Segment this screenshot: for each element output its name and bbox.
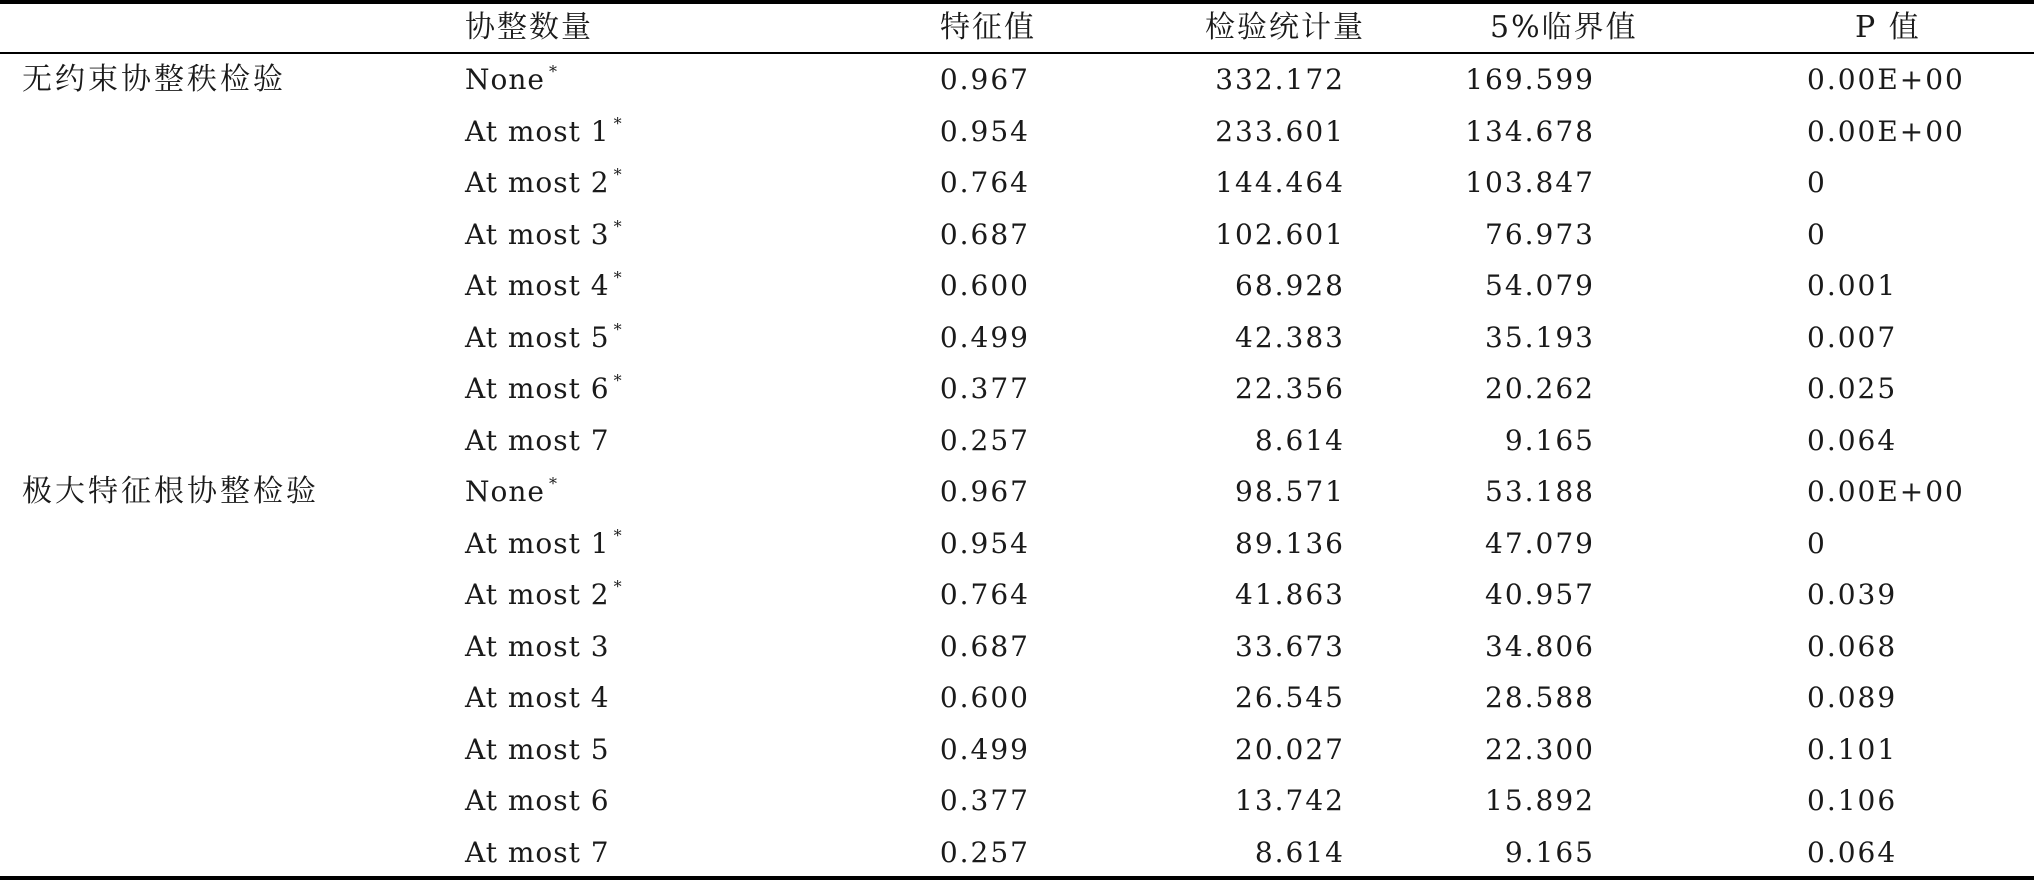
table-row: [0, 621, 2034, 673]
cell-statistic: 26.545: [1235, 681, 1345, 714]
cell-rank: [465, 672, 614, 724]
significance-marker: *: [613, 577, 623, 596]
cell-statistic: 102.601: [1215, 217, 1345, 251]
cell-rank: [465, 209, 623, 261]
table-row: [0, 363, 2034, 415]
cell-statistic: 332.172: [1215, 63, 1345, 96]
cell-p-value: 0.089: [1807, 681, 1898, 714]
cell-critical-value: 103.847: [1465, 166, 1595, 199]
cell-p-value: 0.064: [1807, 835, 1898, 869]
cell-p-value: 0.007: [1807, 320, 1898, 354]
cell-critical-value: 169.599: [1465, 63, 1595, 96]
header-critical-value: 5%临界值: [1490, 10, 1638, 45]
significance-marker: *: [613, 319, 623, 339]
table-row: [0, 518, 2034, 570]
table-row: [0, 672, 2034, 724]
significance-marker: *: [613, 268, 623, 287]
cell-p-value: 0.00E+00: [1807, 63, 1965, 96]
table-row: [0, 312, 2034, 364]
cell-eigenvalue: 0.257: [939, 835, 1030, 869]
cell-p-value: 0.101: [1807, 732, 1898, 766]
cell-statistic: 33.673: [1235, 629, 1345, 663]
rank-label: At most 6: [465, 372, 610, 405]
table-row: [0, 724, 2034, 776]
rank-label: At most 7: [465, 835, 610, 869]
cell-statistic: 233.601: [1215, 114, 1345, 148]
cell-critical-value: 28.588: [1485, 681, 1595, 714]
cell-p-value: 0.025: [1807, 372, 1898, 405]
table-row: [0, 54, 2034, 106]
group-label: 极大特征根协整检验: [22, 474, 319, 509]
table-row: [0, 260, 2034, 312]
table-row: [0, 569, 2034, 621]
cell-eigenvalue: 0.967: [939, 475, 1030, 508]
cell-statistic: 68.928: [1235, 269, 1345, 302]
cell-p-value: 0: [1807, 217, 1827, 251]
cell-critical-value: 76.973: [1485, 217, 1595, 251]
rank-label: At most 4: [465, 681, 610, 714]
rank-label: None: [465, 475, 545, 508]
table-row: [0, 466, 2034, 518]
cell-eigenvalue: 0.499: [939, 732, 1030, 766]
significance-marker: *: [613, 216, 623, 236]
cell-rank: [465, 724, 614, 776]
cell-critical-value: 54.079: [1485, 269, 1595, 302]
cell-rank: [465, 827, 614, 879]
cell-critical-value: 9.165: [1504, 835, 1595, 869]
cell-statistic: 98.571: [1235, 475, 1345, 508]
cell-rank: [465, 54, 558, 106]
table-row: [0, 415, 2034, 467]
cell-statistic: 8.614: [1254, 423, 1345, 457]
cell-critical-value: 9.165: [1504, 423, 1595, 457]
header-p-value: P 值: [1855, 10, 1921, 45]
cell-eigenvalue: 0.257: [939, 423, 1030, 457]
cell-rank: [465, 260, 623, 312]
cell-rank: [465, 775, 614, 827]
significance-marker: *: [548, 474, 558, 493]
cell-critical-value: 53.188: [1485, 475, 1595, 508]
rank-label: At most 1: [465, 114, 610, 148]
cell-statistic: 22.356: [1235, 372, 1345, 405]
rank-label: At most 5: [465, 732, 610, 766]
rank-label: At most 3: [465, 629, 610, 663]
cell-eigenvalue: 0.954: [939, 114, 1030, 148]
cell-critical-value: 134.678: [1465, 114, 1595, 148]
group-label: 无约束协整秩检验: [22, 62, 286, 97]
cell-p-value: 0.068: [1807, 629, 1898, 663]
cell-critical-value: 40.957: [1485, 578, 1595, 611]
cell-p-value: 0.106: [1807, 784, 1898, 817]
table-row: [0, 827, 2034, 879]
cell-statistic: 89.136: [1235, 526, 1345, 560]
cell-statistic: 42.383: [1235, 320, 1345, 354]
cell-rank: [465, 312, 623, 364]
cell-rank: [465, 157, 623, 209]
cell-statistic: 20.027: [1235, 732, 1345, 766]
cell-p-value: 0: [1807, 166, 1827, 199]
significance-marker: *: [613, 371, 623, 390]
cell-rank: [465, 569, 623, 621]
cell-critical-value: 22.300: [1485, 732, 1595, 766]
cell-p-value: 0.00E+00: [1807, 114, 1965, 148]
cell-rank: [465, 106, 623, 158]
header-eigenvalue: 特征值: [940, 10, 1036, 45]
table-row: [0, 106, 2034, 158]
table-row: [0, 209, 2034, 261]
rank-label: None: [465, 63, 545, 96]
table-header-row: [0, 2, 2034, 54]
header-rank: 协整数量: [465, 10, 593, 45]
rank-label: At most 2: [465, 166, 610, 199]
rank-label: At most 1: [465, 526, 610, 560]
cell-rank: [465, 363, 623, 415]
cell-p-value: 0.001: [1807, 269, 1898, 302]
cell-eigenvalue: 0.377: [939, 784, 1030, 817]
rank-label: At most 6: [465, 784, 610, 817]
cell-eigenvalue: 0.954: [939, 526, 1030, 560]
rank-label: At most 7: [465, 423, 610, 457]
cell-critical-value: 35.193: [1485, 320, 1595, 354]
cell-statistic: 8.614: [1254, 835, 1345, 869]
significance-marker: *: [548, 62, 558, 81]
cell-eigenvalue: 0.764: [939, 578, 1030, 611]
cell-eigenvalue: 0.600: [939, 681, 1030, 714]
cell-eigenvalue: 0.687: [939, 217, 1030, 251]
header-statistic: 检验统计量: [1205, 10, 1365, 45]
cell-statistic: 13.742: [1235, 784, 1345, 817]
cell-rank: [465, 415, 614, 467]
table-bottom-rule: [0, 876, 2034, 880]
cell-critical-value: 15.892: [1485, 784, 1595, 817]
cell-p-value: 0.064: [1807, 423, 1898, 457]
significance-marker: *: [613, 165, 623, 184]
cell-eigenvalue: 0.764: [939, 166, 1030, 199]
cell-p-value: 0.039: [1807, 578, 1898, 611]
cell-rank: [465, 621, 614, 673]
cell-statistic: 41.863: [1235, 578, 1345, 611]
cell-eigenvalue: 0.687: [939, 629, 1030, 663]
cell-critical-value: 47.079: [1485, 526, 1595, 560]
cell-p-value: 0: [1807, 526, 1827, 560]
cell-statistic: 144.464: [1215, 166, 1345, 199]
cell-critical-value: 20.262: [1485, 372, 1595, 405]
cell-p-value: 0.00E+00: [1807, 475, 1965, 508]
rank-label: At most 4: [465, 269, 610, 302]
rank-label: At most 5: [465, 320, 610, 354]
cell-eigenvalue: 0.499: [939, 320, 1030, 354]
table-row: [0, 775, 2034, 827]
cell-critical-value: 34.806: [1485, 629, 1595, 663]
cell-rank: [465, 518, 623, 570]
cell-eigenvalue: 0.967: [939, 63, 1030, 96]
cell-rank: [465, 466, 558, 518]
table-row: [0, 157, 2034, 209]
cell-eigenvalue: 0.377: [939, 372, 1030, 405]
rank-label: At most 3: [465, 217, 610, 251]
significance-marker: *: [613, 113, 623, 133]
cell-eigenvalue: 0.600: [939, 269, 1030, 302]
rank-label: At most 2: [465, 578, 610, 611]
significance-marker: *: [613, 525, 623, 545]
